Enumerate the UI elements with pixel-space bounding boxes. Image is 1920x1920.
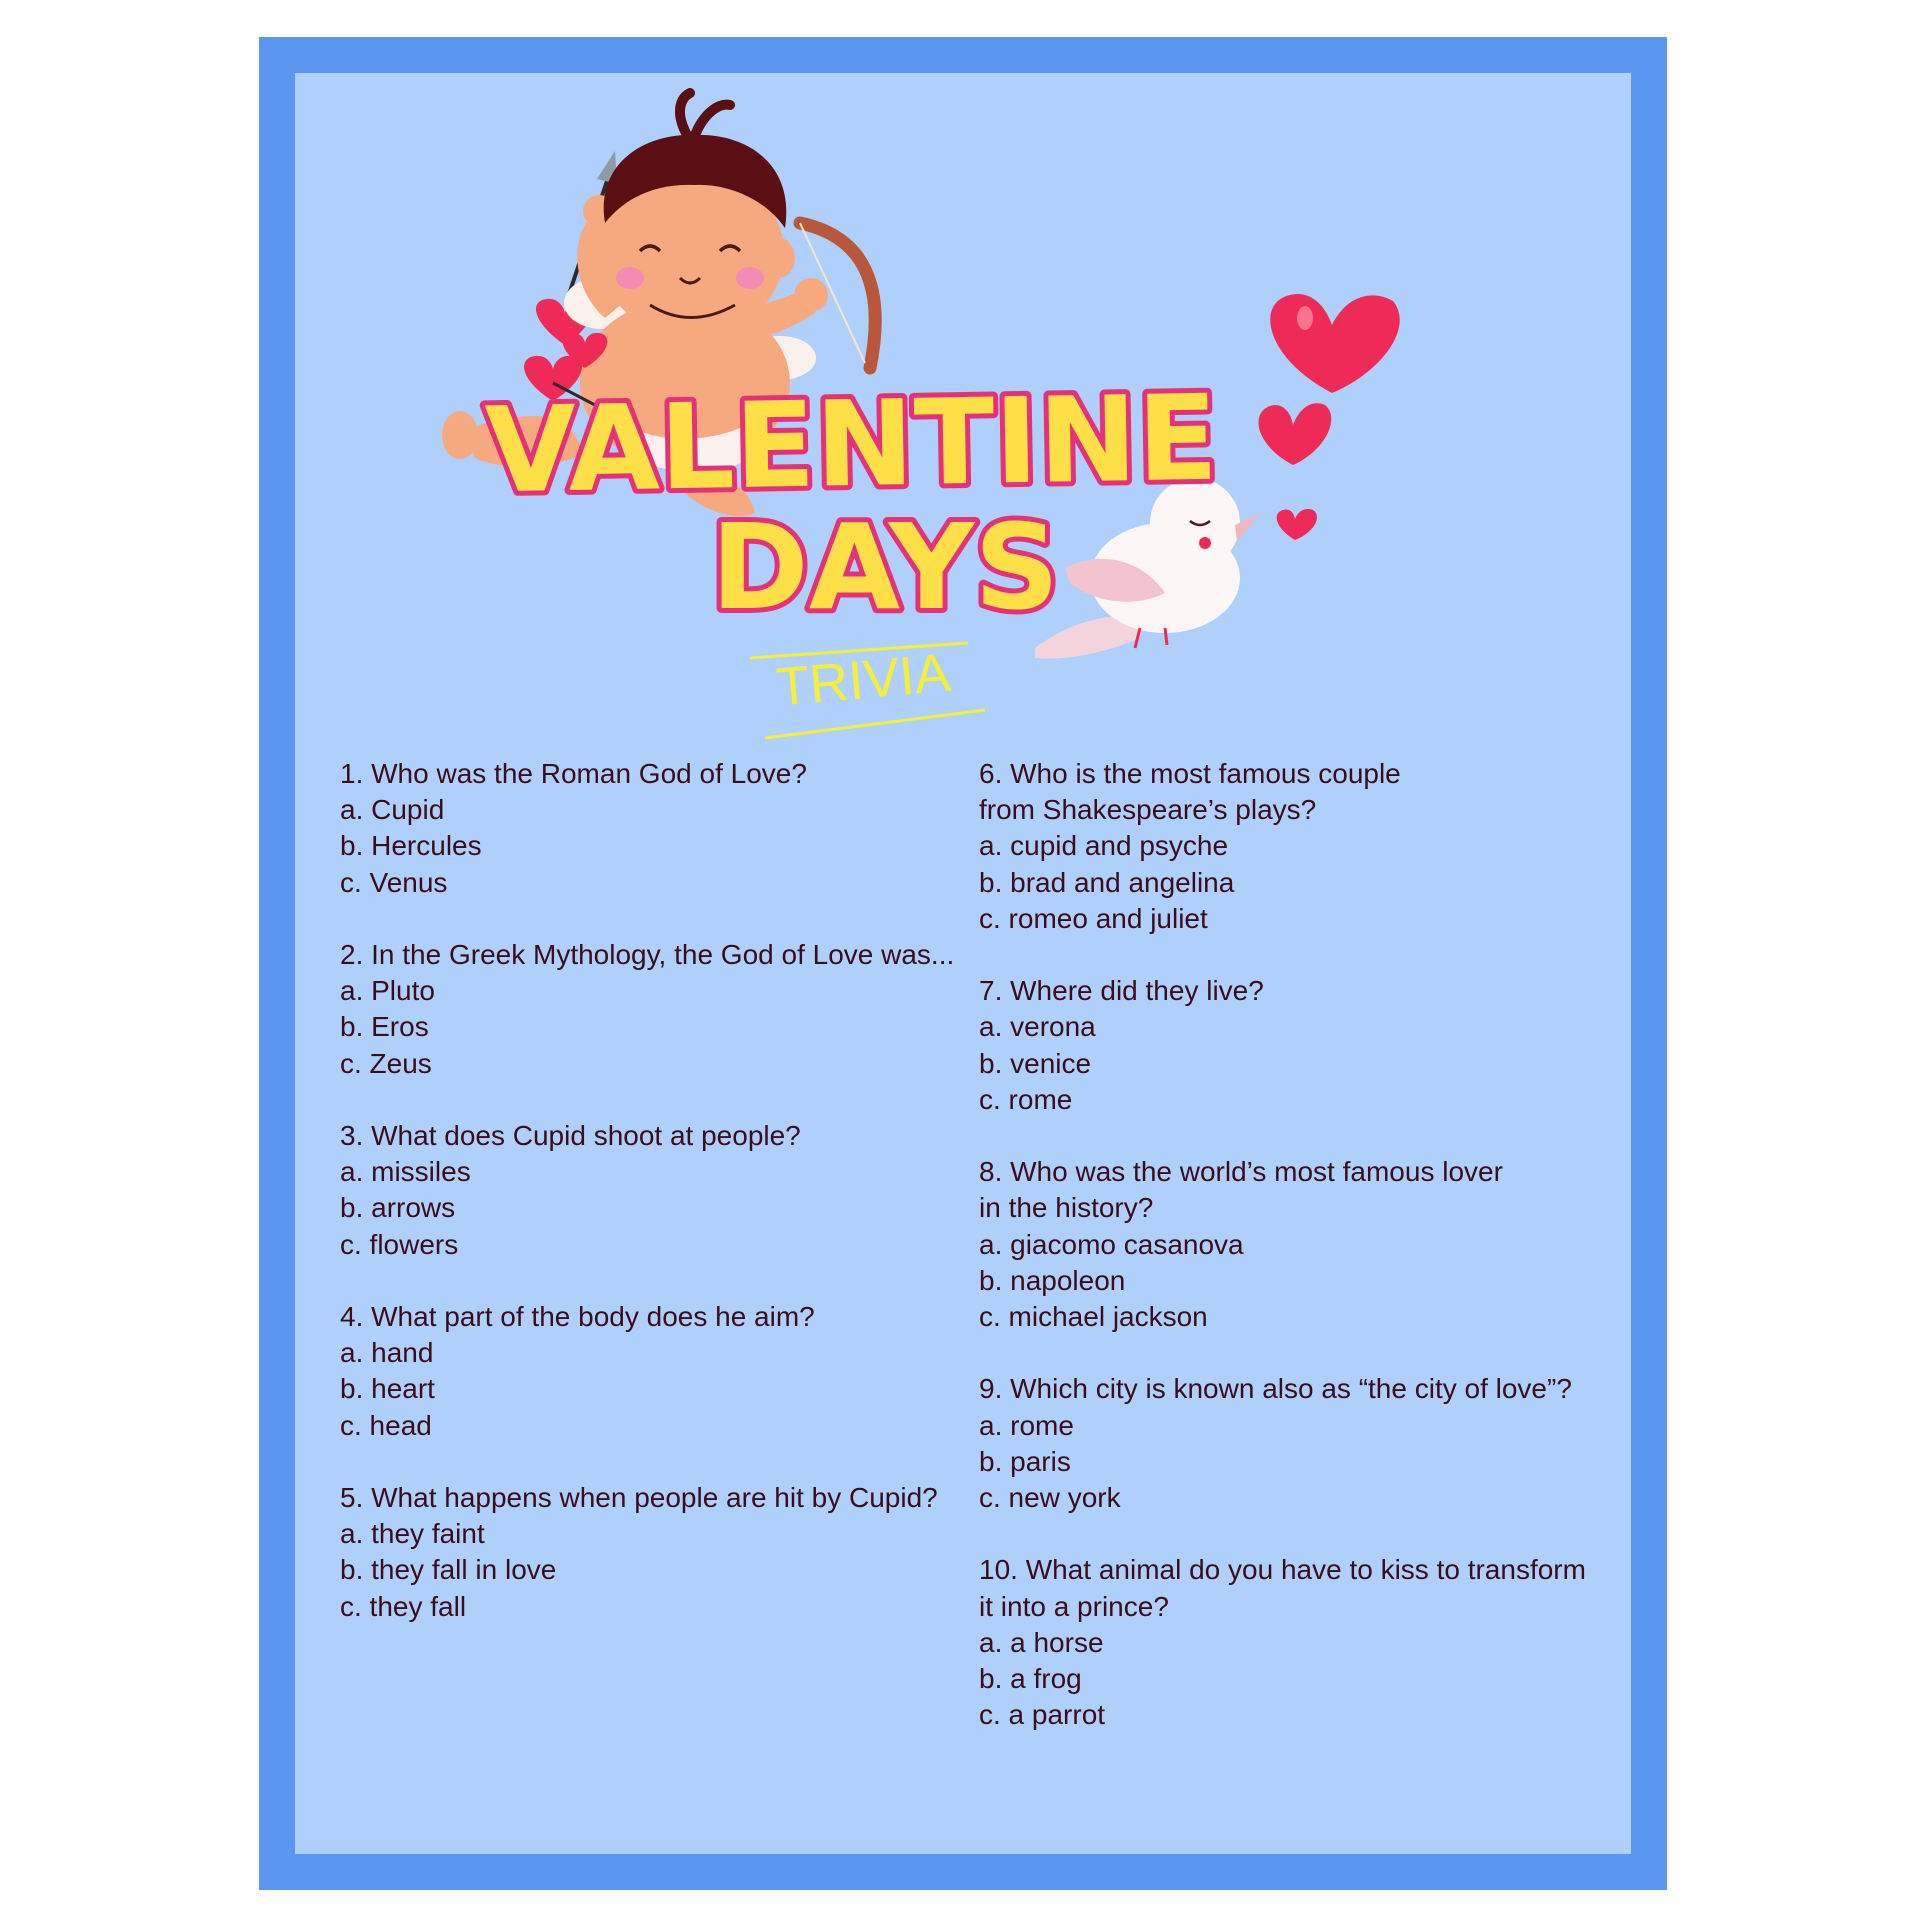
question-block [979,973,1609,1118]
outer-border [259,37,1667,1890]
title-group [295,73,1631,773]
answer-option: b. paris [979,1445,1071,1477]
question-text: 8. Who was the world’s most famous lover [979,1156,1503,1188]
answer-option: c. a parrot [979,1699,1106,1731]
question-text-continued: in the history? [979,1192,1154,1224]
question-block [340,756,960,901]
answer-option: b. arrows [340,1192,456,1224]
question-block [979,1371,1609,1516]
answer-option: b. brad and angelina [979,866,1235,898]
question-text: 10. What animal do you have to kiss to transform [979,1554,1586,1586]
answer-option: c. romeo and juliet [979,902,1208,934]
answer-option: b. a frog [979,1663,1082,1695]
answer-option: a. Pluto [340,975,435,1007]
answer-option: a. hand [340,1337,434,1369]
question-block [979,756,1609,937]
answer-option: c. they fall [340,1590,467,1622]
answer-option: c. flowers [340,1228,459,1260]
questions-left-column [340,756,960,1661]
answer-option: c. Venus [340,866,448,898]
answer-option: a. missiles [340,1156,471,1188]
question-block [340,1480,960,1625]
question-block [340,937,960,1082]
answer-option: c. head [340,1409,432,1441]
subtitle-trivia: TRIVIA [774,642,953,718]
question-text: 7. Where did they live? [979,975,1264,1007]
question-text: 6. Who is the most famous couple [979,758,1401,789]
answer-option: b. Hercules [340,830,482,862]
answer-option: a. Cupid [340,794,445,826]
question-text-continued: it into a prince? [979,1590,1169,1622]
question-text: 2. In the Greek Mythology, the God of Love was... [340,939,955,970]
question-block [979,1552,1609,1733]
answer-option: c. Zeus [340,1047,432,1079]
title-days: DAYS [710,498,1060,636]
question-block [340,1118,960,1263]
question-text: 4. What part of the body does he aim? [340,1301,815,1332]
questions-right-column [979,756,1609,1770]
answer-option: c. michael jackson [979,1301,1208,1333]
answer-option: c. rome [979,1083,1073,1115]
answer-option: b. heart [340,1373,435,1405]
question-text: 9. Which city is known also as “the city of love”? [979,1373,1572,1405]
question-text-continued: from Shakespeare’s plays? [979,794,1317,826]
question-block [979,1154,1609,1335]
answer-option: c. new york [979,1482,1121,1514]
answer-option: b. napoleon [979,1264,1126,1296]
answer-option: a. cupid and psyche [979,830,1229,862]
question-text: 3. What does Cupid shoot at people? [340,1120,801,1151]
question-block [340,1299,960,1444]
question-text: 5. What happens when people are hit by Cupid? [340,1482,938,1513]
answer-option: a. rome [979,1409,1074,1441]
title-valentine: VALENTINE [483,368,1219,520]
answer-option: a. verona [979,1011,1096,1043]
answer-option: a. a horse [979,1626,1104,1658]
answer-option: a. they faint [340,1518,485,1550]
answer-option: b. venice [979,1047,1092,1079]
question-text: 1. Who was the Roman God of Love? [340,758,807,789]
trivia-sheet [295,73,1631,1854]
answer-option: b. Eros [340,1011,429,1043]
answer-option: b. they fall in love [340,1554,557,1586]
answer-option: a. giacomo casanova [979,1228,1244,1260]
